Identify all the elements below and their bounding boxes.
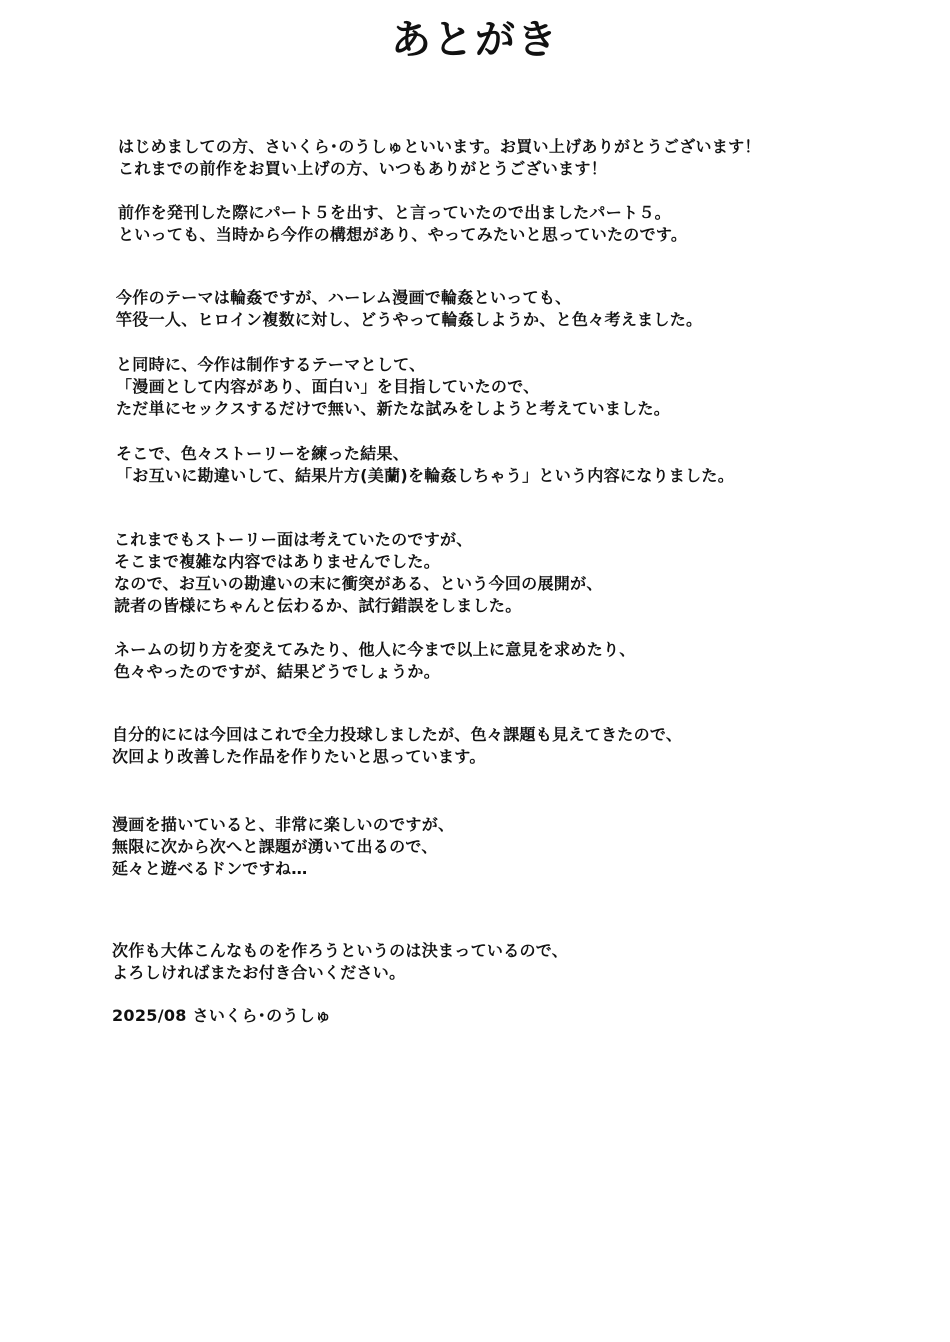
text-line: よろしければまたお付き合いください。 (112, 963, 406, 982)
paragraph-part5 (118, 202, 687, 246)
text-line: そこまで複雑な内容ではありませんでした。 (114, 552, 441, 571)
paragraph-fun (112, 814, 454, 880)
text-line: そこで、色々ストーリーを練った結果、 (116, 444, 410, 463)
text-line: といっても、当時から今作の構想があり、やってみたいと思っていたのです。 (118, 225, 688, 244)
paragraph-story-complexity (114, 529, 603, 617)
text-line: 今作のテーマは輪姦ですが、ハーレム漫画で輪姦といっても、 (116, 288, 572, 307)
paragraph-story (116, 443, 734, 487)
text-line: 色々やったのですが、結果どうでしょうか。 (114, 662, 441, 681)
paragraph-theme (116, 287, 702, 331)
page-title: あとがき (391, 17, 559, 63)
text-line: と同時に、今作は制作するテーマとして、 (116, 355, 426, 374)
text-line: これまでもストーリー面は考えていたのですが、 (114, 530, 473, 549)
text-line: 自分的にには今回はこれで全力投球しましたが、色々課題も見えてきたので、 (112, 725, 683, 744)
paragraph-goal (116, 354, 670, 420)
paragraph-name-method (114, 639, 636, 683)
paragraph-next-work (112, 940, 568, 984)
text-line: ただ単にセックスするだけで無い、新たな試みをしようと考えていました。 (116, 399, 671, 418)
text-line: なので、お互いの勘違いの末に衝突がある、という今回の展開が、 (114, 574, 603, 593)
text-line: 次作も大体こんなものを作ろうというのは決まっているので、 (112, 941, 569, 960)
text-line: 読者の皆様にちゃんと伝わるか、試行錯誤をしました。 (114, 596, 522, 615)
text-line: 前作を発刊した際にパート５を出す、と言っていたので出ましたパート５。 (118, 203, 671, 222)
text-line: 無限に次から次へと課題が湧いて出るので、 (112, 837, 438, 856)
text-line: 延々と遊べるドンですね… (112, 859, 308, 878)
text-line: 「漫画として内容があり、面白い」を目指していたので、 (116, 377, 540, 396)
text-line: はじめましての方、さいくら･のうしゅといいます。お買い上げありがとうございます！ (118, 137, 761, 156)
text-line: 漫画を描いていると、非常に楽しいのですが、 (112, 815, 455, 834)
signature (112, 1005, 331, 1027)
text-line: 次回より改善した作品を作りたいと思っています。 (112, 747, 486, 766)
text-line: 「お互いに勘違いして、結果片方(美蘭)を輪姦しちゃう」という内容になりました。 (116, 466, 735, 485)
text-line: 竿役一人、ヒロイン複数に対し、どうやって輪姦しようか、と色々考えました。 (116, 310, 703, 329)
date-author: 2025/08 さいくら･のうしゅ (112, 1006, 332, 1025)
paragraph-improvement (112, 724, 682, 768)
text-line: ネームの切り方を変えてみたり、他人に今まで以上に意見を求めたり、 (114, 640, 636, 659)
paragraph-greeting (118, 136, 761, 180)
text-line: これまでの前作をお買い上げの方、いつもありがとうございます！ (118, 159, 608, 178)
